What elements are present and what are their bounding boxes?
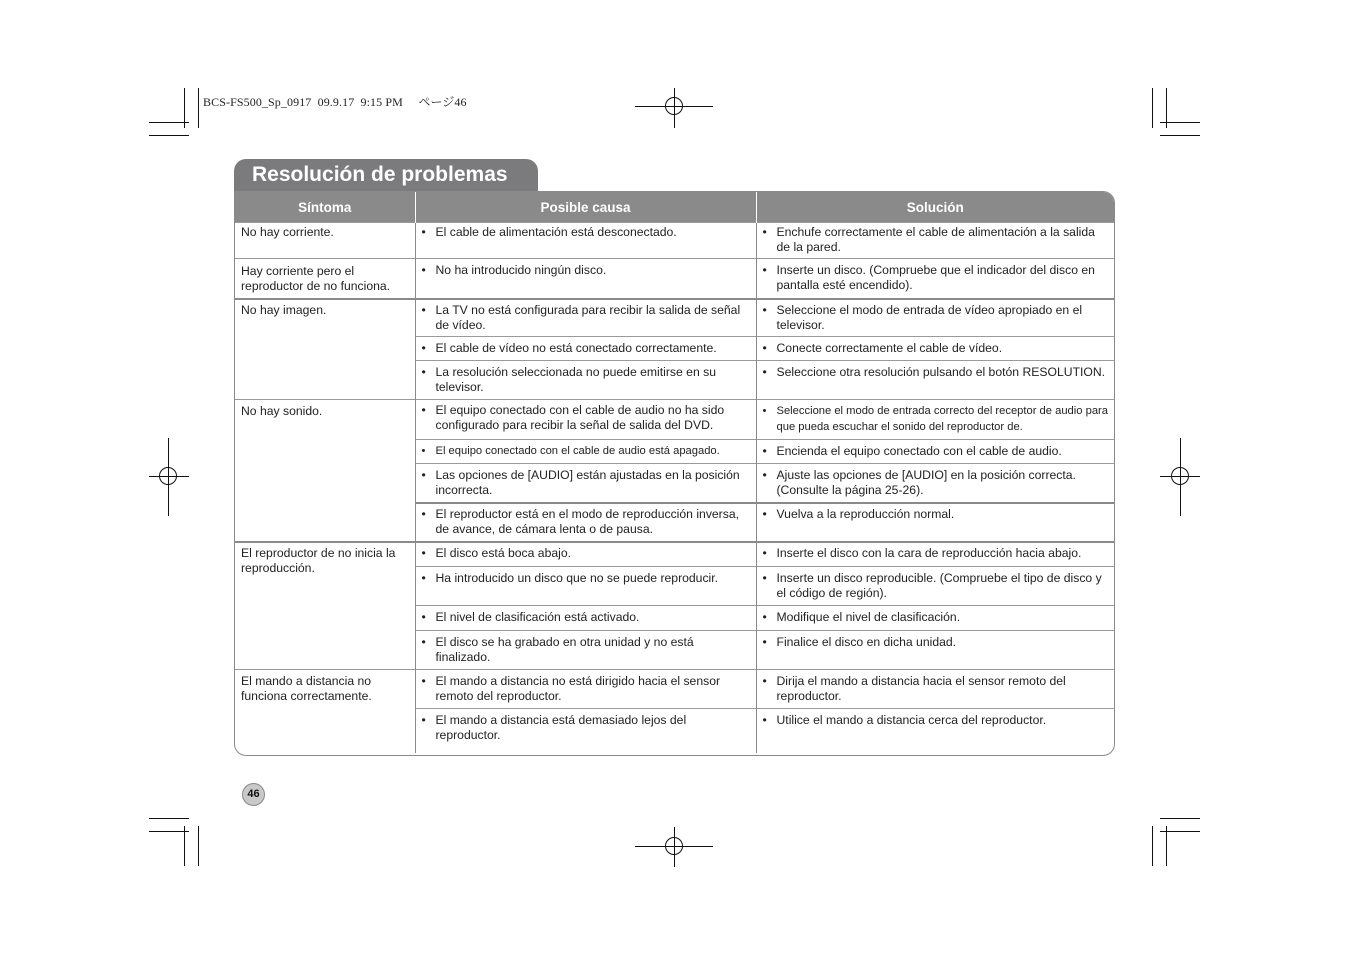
bullet: • bbox=[421, 263, 426, 277]
bullet: • bbox=[421, 341, 426, 355]
cause-cell bbox=[415, 631, 756, 670]
cause-text: El equipo conectado con el cable de audio no ha sido configurado para recibir la señal de salida del DVD. bbox=[435, 403, 725, 432]
cause-cell bbox=[415, 503, 756, 542]
bullet: • bbox=[421, 225, 426, 239]
registration-circle bbox=[665, 97, 683, 115]
symptom-cell bbox=[235, 259, 415, 299]
solution-text: Inserte un disco reproducible. (Compruebe el tipo de disco y el código de región). bbox=[776, 571, 1102, 600]
bullet: • bbox=[762, 302, 767, 317]
symptom-cell bbox=[235, 542, 415, 670]
bullet: • bbox=[762, 341, 767, 355]
cause-cell bbox=[415, 606, 756, 631]
cause-cell bbox=[415, 337, 756, 361]
bullet: • bbox=[421, 713, 426, 727]
solution-cell bbox=[756, 670, 1114, 709]
bullet: • bbox=[762, 545, 767, 560]
cause-text: El cable de vídeo no está conectado correctamente. bbox=[435, 341, 717, 355]
bullet: • bbox=[421, 571, 426, 585]
troubleshooting-table bbox=[234, 191, 1115, 756]
bullet: • bbox=[762, 674, 767, 688]
crop-mark bbox=[149, 831, 189, 832]
cause-text: El mando a distancia no está dirigido hacia el sensor remoto del reproductor. bbox=[435, 674, 721, 703]
cause-cell bbox=[415, 567, 756, 606]
solution-cell bbox=[756, 567, 1114, 606]
bullet: • bbox=[421, 468, 426, 482]
table-header-row bbox=[235, 192, 1114, 223]
bullet: • bbox=[762, 365, 767, 379]
cause-text: La resolución seleccionada no puede emitirse en su televisor. bbox=[435, 365, 716, 394]
bullet: • bbox=[762, 405, 767, 417]
cause-text: Las opciones de [AUDIO] están ajustadas en la posición incorrecta. bbox=[435, 468, 740, 497]
crop-mark bbox=[1166, 826, 1167, 866]
cause-text: Ha introducido un disco que no se puede reproducir. bbox=[435, 571, 719, 585]
cause-cell bbox=[415, 709, 756, 753]
symptom-text: El reproductor de no inicia la reproducción. bbox=[241, 545, 396, 575]
cause-text: El reproductor está en el modo de reproducción inversa, de avance, de cámara lenta o de pausa. bbox=[435, 506, 740, 536]
solution-text: Ajuste las opciones de [AUDIO] en la posición correcta. (Consulte la página 25-26). bbox=[776, 468, 1076, 497]
solution-cell bbox=[756, 709, 1114, 753]
solution-text: Inserte un disco. (Compruebe que el indicador del disco en pantalla esté encendido). bbox=[776, 263, 1095, 292]
registration-circle bbox=[1171, 467, 1189, 485]
solution-text: Seleccione el modo de entrada de vídeo apropiado en el televisor. bbox=[776, 302, 1083, 332]
bullet: • bbox=[762, 571, 767, 585]
solution-text: Seleccione el modo de entrada correcto del receptor de audio para que pueda escuchar el sonido del reproductor de. bbox=[776, 405, 1108, 433]
page-number: 46 bbox=[242, 783, 265, 806]
bullet: • bbox=[762, 610, 767, 624]
table-row bbox=[235, 542, 1114, 567]
symptom-text: Hay corriente pero el reproductor de no funciona. bbox=[241, 264, 391, 293]
table-row bbox=[235, 400, 1114, 440]
table bbox=[235, 192, 1114, 753]
cause-text: El equipo conectado con el cable de audio está apagado. bbox=[435, 445, 720, 457]
cause-cell bbox=[415, 361, 756, 400]
header-cause: Posible causa bbox=[415, 192, 756, 223]
symptom-cell bbox=[235, 400, 415, 542]
solution-text: Enchufe correctamente el cable de alimentación a la salida de la pared. bbox=[776, 225, 1095, 254]
bullet: • bbox=[421, 635, 426, 649]
solution-cell bbox=[756, 259, 1114, 299]
crop-mark bbox=[1152, 88, 1153, 128]
solution-text: Encienda el equipo conectado con el cable de audio. bbox=[776, 444, 1062, 458]
symptom-text: No hay sonido. bbox=[241, 404, 323, 418]
bullet: • bbox=[421, 302, 426, 317]
cause-text: El cable de alimentación está desconectado. bbox=[435, 225, 677, 239]
bullet: • bbox=[421, 445, 426, 457]
symptom-text: No hay corriente. bbox=[241, 225, 334, 239]
solution-cell bbox=[756, 503, 1114, 542]
solution-text: Modifique el nivel de clasificación. bbox=[776, 610, 961, 624]
bullet: • bbox=[421, 674, 426, 688]
solution-cell bbox=[756, 223, 1114, 259]
bullet: • bbox=[421, 506, 426, 521]
solution-cell bbox=[756, 631, 1114, 670]
bullet: • bbox=[762, 635, 767, 649]
cause-cell bbox=[415, 400, 756, 440]
solution-cell bbox=[756, 542, 1114, 567]
bullet: • bbox=[762, 713, 767, 727]
cause-cell bbox=[415, 440, 756, 464]
crop-mark bbox=[149, 122, 189, 123]
crop-mark bbox=[198, 826, 199, 866]
symptom-text: El mando a distancia no funciona correctamente. bbox=[241, 674, 372, 703]
cause-cell bbox=[415, 670, 756, 709]
bullet: • bbox=[421, 610, 426, 624]
crop-mark bbox=[1160, 818, 1200, 819]
solution-cell bbox=[756, 400, 1114, 440]
page-title: Resolución de problemas bbox=[252, 163, 508, 186]
header-symptom: Síntoma bbox=[235, 192, 415, 223]
registration-circle bbox=[665, 837, 683, 855]
solution-cell bbox=[756, 440, 1114, 464]
solution-text: Conecte correctamente el cable de vídeo. bbox=[776, 341, 1003, 355]
cause-text: El mando a distancia está demasiado lejos del reproductor. bbox=[435, 713, 687, 742]
bullet: • bbox=[762, 225, 767, 239]
crop-mark bbox=[149, 818, 189, 819]
symptom-cell bbox=[235, 670, 415, 753]
bullet: • bbox=[421, 403, 426, 417]
bullet: • bbox=[762, 263, 767, 277]
solution-cell bbox=[756, 299, 1114, 337]
cause-cell bbox=[415, 223, 756, 259]
crop-mark bbox=[1160, 831, 1200, 832]
solution-cell bbox=[756, 606, 1114, 631]
cause-text: No ha introducido ningún disco. bbox=[435, 263, 607, 277]
crop-mark bbox=[1152, 826, 1153, 866]
registration-circle bbox=[159, 467, 177, 485]
cause-cell bbox=[415, 542, 756, 567]
solution-text: Utilice el mando a distancia cerca del reproductor. bbox=[776, 713, 1047, 727]
cause-cell bbox=[415, 464, 756, 503]
print-slug: BCS-FS500_Sp_0917 09.9.17 9:15 PM ページ46 bbox=[203, 95, 467, 109]
symptom-text: No hay imagen. bbox=[241, 302, 327, 317]
solution-cell bbox=[756, 337, 1114, 361]
bullet: • bbox=[421, 545, 426, 560]
bullet: • bbox=[762, 506, 767, 521]
crop-mark bbox=[1160, 135, 1200, 136]
bullet: • bbox=[421, 365, 426, 379]
header-solution: Solución bbox=[756, 192, 1114, 223]
crop-mark bbox=[1160, 122, 1200, 123]
table-row bbox=[235, 259, 1114, 299]
solution-text: Dirija el mando a distancia hacia el sensor remoto del reproductor. bbox=[776, 674, 1066, 703]
crop-mark bbox=[184, 826, 185, 866]
cause-cell bbox=[415, 259, 756, 299]
table-row bbox=[235, 670, 1114, 709]
symptom-cell bbox=[235, 299, 415, 400]
symptom-cell bbox=[235, 223, 415, 259]
crop-mark bbox=[198, 88, 199, 128]
bullet: • bbox=[762, 468, 767, 482]
cause-text: El disco se ha grabado en otra unidad y no está finalizado. bbox=[435, 635, 694, 664]
cause-text: El disco está boca abajo. bbox=[435, 545, 572, 560]
solution-text: Inserte el disco con la cara de reproducción hacia abajo. bbox=[776, 545, 1082, 560]
solution-text: Seleccione otra resolución pulsando el botón RESOLUTION. bbox=[776, 365, 1106, 379]
solution-cell bbox=[756, 361, 1114, 400]
bullet: • bbox=[762, 444, 767, 458]
cause-text: El nivel de clasificación está activado. bbox=[435, 610, 640, 624]
solution-text: Finalice el disco en dicha unidad. bbox=[776, 635, 957, 649]
solution-text: Vuelva a la reproducción normal. bbox=[776, 506, 955, 521]
solution-cell bbox=[756, 464, 1114, 503]
table-row bbox=[235, 299, 1114, 337]
table-row bbox=[235, 223, 1114, 259]
cause-text: La TV no está configurada para recibir la salida de señal de vídeo. bbox=[435, 302, 741, 332]
cause-cell bbox=[415, 299, 756, 337]
crop-mark bbox=[149, 135, 189, 136]
